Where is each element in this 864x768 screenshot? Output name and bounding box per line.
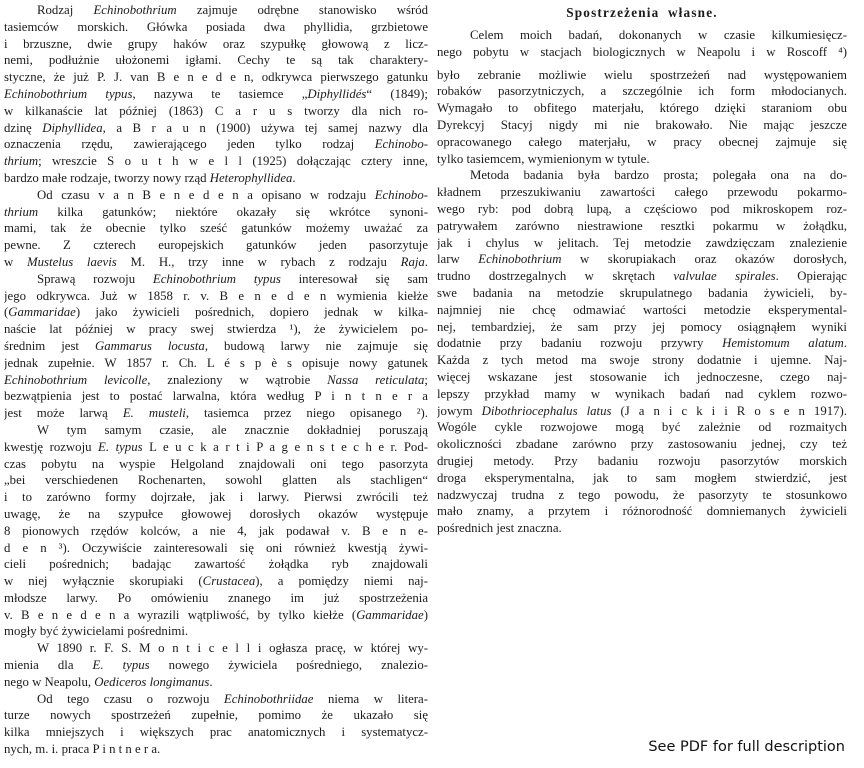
text-segment: bezwątpienia jest to postać larwalna, która według P i n t n e r a (4, 389, 428, 404)
text-segment: dzinę (4, 120, 43, 135)
text-segment: ) jako żywicieli pośrednich, dopiero jednak w kilka- (75, 305, 428, 320)
text-segment: niema w litera- (313, 691, 428, 706)
text-line (437, 470, 847, 487)
text-segment: . (292, 170, 296, 185)
paragraph (4, 640, 428, 690)
italic-text: Gammaridae (356, 607, 424, 622)
text-line (4, 674, 428, 691)
text-segment: interesował się sam (280, 271, 428, 286)
italic-text: Echinobothrium (478, 252, 562, 267)
text-segment: kwestję rozwoju (4, 439, 99, 454)
right-column-body (437, 27, 847, 537)
text-segment: ; wreszcie S o u t h w e l l (1925) dołączając cztery inne, (38, 154, 428, 169)
text-line (437, 419, 847, 436)
text-segment: naście lat później w pracy swej stwierdza ¹), że żywicielem po- (4, 322, 428, 337)
text-segment: Każda z tych metod ma swoje strony dodatnie i ujemne. Naj- (437, 353, 847, 368)
text-line (437, 27, 847, 44)
text-segment: w skorupiakach oraz okazów dorosłych, (561, 252, 847, 267)
text-segment: jak i chylus w jelitach. Tej metodzie zawdzięczam znalezienie (437, 235, 847, 250)
text-line (4, 304, 428, 321)
text-segment: było zebranie możliwie wielu spostrzeżeń nad występowaniem (437, 67, 847, 82)
italic-text: thrium (4, 204, 39, 219)
text-line (437, 134, 847, 151)
text-line (437, 403, 847, 420)
text-segment: pewne. Z czterech europejskich gatunków jeden pasorzytuje (4, 238, 428, 253)
text-line (437, 352, 847, 369)
text-segment: i brzuszne, dwie grupy haków oraz szypułkę głowową z licz- (4, 36, 428, 51)
text-line (437, 386, 847, 403)
text-segment: Wogóle cykle rozwojowe mogą być zależnie od rozmaitych (437, 420, 847, 435)
text-line (4, 707, 428, 724)
text-segment: dodatnie przy badaniu rozwoju przywry (437, 336, 723, 351)
text-segment: v. B e n e d e n a wyrazili wątpliwość, by tylko kiełże ( (4, 607, 357, 622)
text-segment: Wymagało to obfitego materjału, którego dzięki staraniom obu (437, 101, 847, 116)
text-segment: , znaleziony w wątrobie (147, 372, 328, 387)
text-line (4, 220, 428, 237)
text-line (4, 254, 428, 271)
text-segment: nadzwyczaj trudna z tego powodu, że pasorzyty te stosunkowo (437, 487, 847, 502)
italic-text: Gammaridae (8, 305, 76, 320)
text-line (4, 640, 428, 657)
text-segment: w kilkanaście lat później (1863) C a r u s tworzy dla nich ro- (4, 103, 428, 118)
text-line (4, 540, 428, 557)
text-line (437, 235, 847, 252)
right-column (437, 4, 847, 537)
text-segment: nego pobytu w stacjach biologicznych w Neapolu i w Roscoff ⁴) (437, 44, 847, 59)
paragraph (4, 691, 428, 758)
text-segment: cieli pośrednich; badając zawartość żołądka ryb znajdowali (4, 557, 428, 572)
italic-text: thrium (4, 154, 39, 169)
text-segment: pośrednich jest znaczna. (437, 521, 562, 536)
text-line (4, 36, 428, 53)
text-segment: d e n ³). Oczywiście zainteresowali się oni również kwestją żywi- (4, 540, 428, 555)
text-line (4, 573, 428, 590)
text-line (437, 520, 847, 537)
text-segment: styczne, że już P. J. van B e n e d e n, odkrywca pierwszego gatunku (4, 70, 428, 85)
text-line (4, 489, 428, 506)
paragraph (4, 187, 428, 271)
text-segment: jego odkrywca. Już w 1858 r. v. B e n e d e n wymienia kiełże (4, 288, 428, 303)
text-line (437, 251, 847, 268)
text-line (4, 321, 428, 338)
text-line (437, 201, 847, 218)
text-segment: W 1890 r. F. S. M o n t i c e l l i ogłasza pracę, w której wy- (37, 641, 428, 656)
text-line (437, 218, 847, 235)
text-line (4, 153, 428, 170)
text-line (4, 439, 428, 456)
paragraph (4, 422, 428, 640)
text-segment: Sprawą rozwoju (37, 271, 153, 286)
italic-text: Echinobothrium levicolle (4, 372, 148, 387)
paragraph (437, 27, 847, 167)
text-segment: , budową larwy nie zajmuje się (204, 338, 428, 353)
text-line (4, 372, 428, 389)
text-line (4, 422, 428, 439)
text-segment: larw (437, 252, 479, 267)
text-segment: kilka mniejszych i większych prac anatomicznych i systematycz- (4, 725, 428, 740)
italic-text: Diphyllidés (307, 86, 367, 101)
text-segment: Rodzaj (37, 3, 94, 17)
text-line (4, 52, 428, 69)
text-segment: robaków pasorzytniczych, a szczególnie ich form młodocianych. (437, 84, 847, 99)
italic-text: Hemistomum alatum (722, 336, 844, 351)
text-segment: . (843, 336, 847, 351)
text-segment: droga eksperymentalna, jak to sam mogłem stwierdzić, jest (437, 470, 847, 485)
text-segment: M. H., trzy inne w rybach z rodzaju (116, 254, 401, 269)
italic-text: E. typus (98, 439, 143, 454)
text-line (437, 503, 847, 520)
text-line (4, 741, 428, 758)
text-segment: tylko tasiemcem, wymienionym w tytule. (437, 151, 650, 166)
italic-text: Echinobothriidae (223, 691, 314, 706)
text-segment: “ (1849); (366, 86, 428, 101)
text-line (437, 487, 847, 504)
text-segment: . (424, 254, 428, 269)
text-segment: mami, tak że obecnie tylko sześć gatunków możemy uważać za (4, 221, 428, 236)
text-line (4, 338, 428, 355)
text-segment: nej, tembardziej, że sam przy jej pomocy osiągnąłem wyniki (437, 319, 847, 334)
text-line (4, 456, 428, 473)
paragraph (4, 2, 428, 187)
text-segment: trudno dostrzegalnych w skrętach (437, 269, 674, 284)
italic-text: Echinobo- (374, 187, 428, 202)
text-line (4, 204, 428, 221)
text-segment: czas pobytu na wyspie Helgoland znajdowali oni tego pasorzyta (4, 456, 428, 471)
text-segment: . Opierając (775, 269, 847, 284)
pdf-note: See PDF for full description (648, 739, 845, 755)
italic-text: Nassa reticulata (327, 372, 425, 387)
text-line (437, 302, 847, 319)
text-segment: wego ryb: pod dobrą lupą, a częściowo pod mikroskopem roz- (437, 201, 847, 216)
text-segment: mało znamy, a przytem i różnorodność domniemanych żywicieli (437, 504, 847, 519)
text-segment: ( (4, 305, 9, 320)
section-heading: Spostrzeżenia własne. (566, 5, 718, 20)
text-line (437, 319, 847, 336)
text-line (4, 523, 428, 540)
text-segment: swe badania na metodzie skrupulatnego badania żywicieli, by- (437, 285, 847, 300)
text-segment: . (209, 674, 213, 689)
text-line (4, 271, 428, 288)
text-line (4, 120, 428, 137)
text-segment: zajmuje odrębne stanowisko wśród (176, 3, 428, 17)
text-segment: turze nowych spostrzeżeń zupełnie, pomimo że ukazało się (4, 708, 428, 723)
text-segment: Metoda badania była bardzo prosta; polegała ona na do- (470, 168, 847, 183)
text-segment: ), a pomiędzy niemi naj- (255, 574, 428, 589)
text-segment: lepszy przykład mamy w wynikach badań nad cyklem rozwo- (437, 386, 847, 401)
text-segment: bardzo małe rodzaje, tworzy nowy rząd (4, 170, 210, 185)
text-segment: więcej wskazane jest stosowanie ich jednoczesne, czego naj- (437, 369, 847, 384)
text-line (4, 506, 428, 523)
text-line (437, 67, 847, 84)
text-line (437, 335, 847, 352)
text-segment: okoliczności zbadane zarówno przy zastosowaniu jednej, czy też (437, 437, 847, 452)
text-line (4, 2, 428, 19)
text-line (437, 285, 847, 302)
text-segment: kładnem przeszukiwaniu zawartości całego przewodu pokarmo- (437, 185, 847, 200)
text-line (437, 369, 847, 386)
text-segment: jowym (437, 403, 482, 418)
text-line (4, 69, 428, 86)
italic-text: Raja (400, 254, 425, 269)
italic-text: Oediceros longimanus (94, 674, 210, 689)
text-line (437, 453, 847, 470)
text-line (4, 86, 428, 103)
text-segment: średnim jest (4, 338, 95, 353)
text-line (4, 556, 428, 573)
text-line (4, 103, 428, 120)
text-segment: (J a n i c k i i R o s e n 1917). (611, 403, 847, 418)
text-segment: Celem moich badań, dokonanych w czasie kilkumiesięcz- (470, 28, 847, 42)
text-line (4, 136, 428, 153)
text-line (4, 607, 428, 624)
text-segment: „bei verschiedenen Rochenarten, sowohl glatten als stachligen“ (4, 473, 428, 488)
text-segment: kilka gatunków; niektóre okazały się wkrótce synoni- (38, 204, 428, 219)
italic-text: Diphyllidea (42, 120, 103, 135)
text-line (437, 167, 847, 184)
italic-text: E. typus (92, 658, 150, 673)
text-line (4, 355, 428, 372)
text-segment: Od tego czasu o rozwoju (37, 691, 224, 706)
text-segment: nego w Neapolu, (4, 674, 95, 689)
text-segment: nowego żywiciela pośredniego, znalezio- (149, 658, 428, 673)
text-segment: mogły być żywicielami pośrednimi. (4, 624, 189, 639)
text-segment: najmniej nie chcę odmawiać wartości metodzie eksperymental- (437, 302, 847, 317)
text-segment: drugiej metody. Przy badaniu rozwoju pasorzytów morskich (437, 453, 847, 468)
text-segment: tasiemców morskich. Główka posiada dwa phyllidia, grzbietowe (4, 19, 428, 34)
italic-text: Echinobo- (374, 137, 428, 152)
text-segment: patrywałem zarówno niestrawione resztki pokarmu w żołądku, (437, 218, 847, 233)
text-segment: jest może larwą (4, 406, 123, 421)
italic-text: Echinobothrium typus (152, 271, 281, 286)
text-line (437, 268, 847, 285)
text-segment: L e u c k a r t i P a g e n s t e c h e r. Pod- (142, 439, 428, 454)
italic-text: Echinobothrium (93, 3, 177, 17)
italic-text: Heterophyllidea (209, 170, 293, 185)
italic-text: Echinobothrium typus (4, 86, 133, 101)
text-line (4, 623, 428, 640)
text-line (4, 724, 428, 741)
text-line (4, 590, 428, 607)
paragraph (437, 167, 847, 537)
text-line (4, 187, 428, 204)
italic-text: Mustelus laevis (26, 254, 117, 269)
text-line (437, 184, 847, 201)
text-segment: 8 pionowych rzędów kolców, a nie 4, jak podawał v. B e n e- (4, 523, 428, 538)
text-line (437, 44, 847, 61)
text-line (437, 100, 847, 117)
text-line (4, 288, 428, 305)
text-line (4, 237, 428, 254)
text-line (4, 657, 428, 674)
italic-text: Dibothriocephalus latus (481, 403, 612, 418)
text-line (4, 19, 428, 36)
text-segment: opracowanego całego materjału, w pracy obecnej zajmuje się (437, 134, 847, 149)
text-line (4, 405, 428, 422)
italic-text: valvulae spirales (673, 269, 776, 284)
text-line (437, 117, 847, 134)
text-line (437, 436, 847, 453)
text-segment: ) (423, 607, 428, 622)
text-segment: nych, m. i. praca P i n t n e r a. (4, 742, 161, 757)
text-segment: , nazywa te tasiemce „ (132, 86, 308, 101)
text-line (437, 151, 847, 168)
text-segment: i to zarówno formy dojrzałe, jak i larwy. Pierwsi zwrócili też (4, 490, 428, 505)
text-line (4, 170, 428, 187)
text-segment: w (4, 254, 27, 269)
paragraph (4, 271, 428, 422)
text-segment: Od czasu v a n B e n e d e n a opisano w rodzaju (37, 187, 375, 202)
italic-text: E. musteli (122, 406, 186, 421)
text-segment: mienia dla (4, 658, 93, 673)
text-line (4, 472, 428, 489)
text-segment: uwagę, że na szypułce głowowej dorosłych okazów występuje (4, 506, 428, 521)
text-segment: , tasiemca przez niego opisanego ²). (185, 406, 428, 421)
text-segment: , a B r a u n (1900) używa tej samej nazwy dla (102, 120, 428, 135)
text-segment: jednak zupełnie. W 1857 r. Ch. L é s p è s opisuje nowy gatunek (4, 355, 428, 370)
left-column (4, 2, 428, 758)
text-segment: W tym samym czasie, ale znacznie dokładniej poruszają (37, 422, 428, 437)
text-segment: młodsze larwy. Po omówieniu znanego im już spostrzeżenia (4, 590, 428, 605)
text-segment: ; (424, 372, 428, 387)
text-segment: Dyrekcyj Stacyj nigdy mi nie brakowało. Nie mając jeszcze (437, 117, 847, 132)
text-segment: oznaczenia rzędu, zawierającego jeden tylko rodzaj (4, 137, 375, 152)
text-line (437, 83, 847, 100)
italic-text: Gammarus locusta (94, 338, 205, 353)
text-segment: nemi, podłużnie ułożonemi igłami. Cechy te są tak charaktery- (4, 53, 428, 68)
text-line (4, 388, 428, 405)
text-segment: w niej wyłącznie skorupiaki ( (4, 574, 203, 589)
italic-text: Crustacea (202, 574, 256, 589)
text-line (4, 691, 428, 708)
